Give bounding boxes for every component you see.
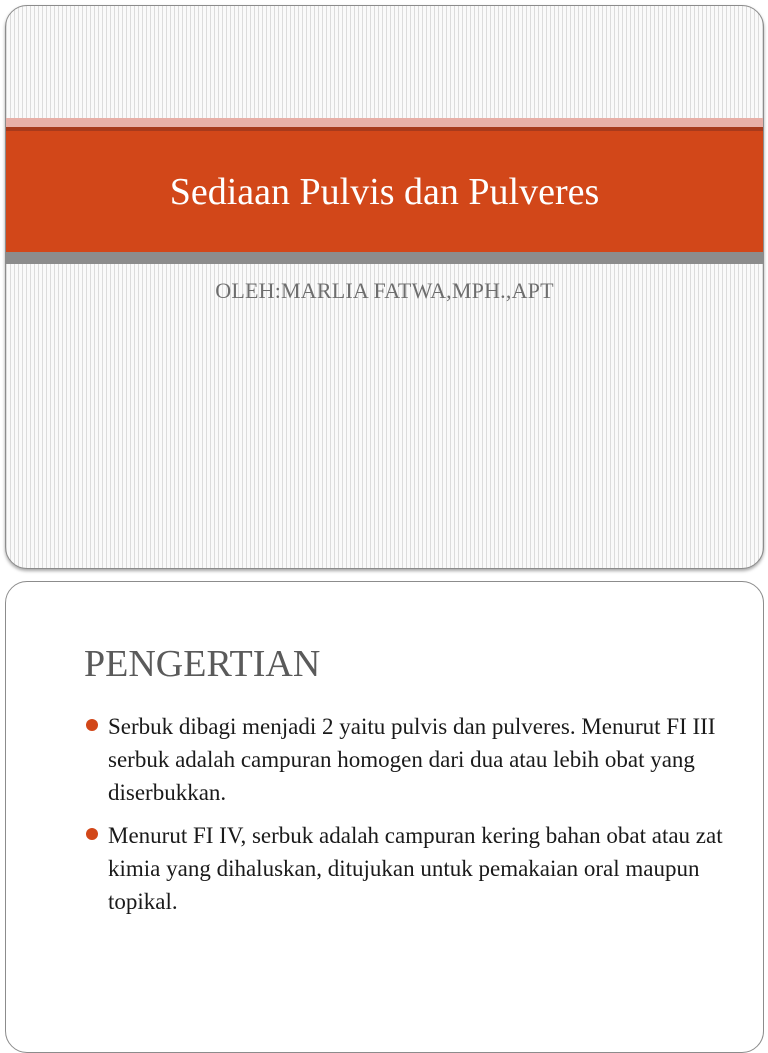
title-slide [5, 5, 764, 569]
slide-title: Sediaan Pulvis dan Pulveres [169, 170, 600, 213]
bullet-text: Serbuk dibagi menjadi 2 yaitu pulvis dan pulveres. Menurut FI III serbuk adalah campuran homogen dari dua atau lebih obat yang diserbukkan. [108, 714, 716, 805]
slide-subtitle: OLEH:MARLIA FATWA,MPH.,APT [215, 278, 554, 303]
bullet-item [86, 819, 736, 918]
content-slide [5, 581, 764, 1053]
bullet-item [86, 710, 736, 809]
bottom-gray-band [6, 252, 763, 264]
title-band [6, 131, 763, 252]
slide-heading: PENGERTIAN [84, 643, 321, 685]
bullet-dot-icon [86, 828, 98, 840]
bullet-text: Menurut FI IV, serbuk adalah campuran kering bahan obat atau zat kimia yang dihaluskan, ditujukan untuk pemakaian oral maupun topikal. [108, 823, 723, 914]
bullet-dot-icon [86, 719, 98, 731]
bullet-list [86, 710, 736, 928]
top-accent-band [6, 118, 763, 127]
